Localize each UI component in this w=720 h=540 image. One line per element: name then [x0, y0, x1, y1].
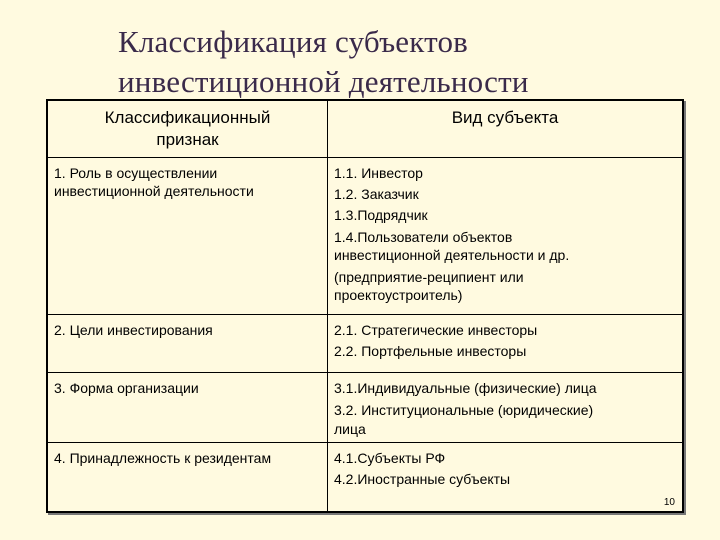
criterion-cell	[48, 315, 328, 373]
criterion-line: 3. Форма организации	[54, 380, 199, 396]
subject-type-item: 1.1. Инвестор	[334, 165, 423, 181]
subject-type-item: 4.1.Субъекты РФ	[334, 450, 446, 466]
subject-type-item: лица	[334, 421, 366, 437]
criterion-line: инвестиционной деятельности	[54, 183, 254, 199]
header-subject-type-label: Вид субъекта	[451, 108, 559, 127]
slide-title	[118, 22, 529, 102]
subject-type-item: 3.2. Институциональные (юридические)	[334, 402, 594, 418]
subject-type-item: 1.4.Пользователи объектов	[334, 229, 513, 245]
subject-type-item: 4.2.Иностранные субъекты	[334, 471, 511, 487]
subject-types-cell	[328, 373, 683, 443]
criterion-line: 4. Принадлежность к резидентам	[54, 450, 272, 466]
header-criterion-line-1: Классификационный	[104, 108, 271, 127]
table	[47, 100, 683, 512]
slide-title-line-2: инвестиционной деятельности	[118, 64, 529, 99]
subject-types-cell	[328, 443, 683, 512]
subject-type-item: проектоустроитель)	[334, 287, 463, 303]
subject-type-item: 1.3.Подрядчик	[334, 207, 428, 223]
subject-type-item: 2.2. Портфельные инвесторы	[334, 343, 527, 359]
subject-types-cell	[328, 315, 683, 373]
subject-type-item: инвестиционной деятельности и др.	[334, 247, 570, 263]
subject-type-item: 2.1. Стратегические инвесторы	[334, 322, 538, 338]
header-criterion	[48, 101, 328, 158]
criterion-line: 2. Цели инвестирования	[54, 322, 213, 338]
header-subject-type	[328, 101, 683, 158]
table-row	[48, 373, 683, 443]
header-criterion-line-2: признак	[156, 130, 219, 149]
table-row	[48, 443, 683, 512]
table-row	[48, 158, 683, 315]
table-row	[48, 315, 683, 373]
classification-table	[46, 99, 684, 513]
criterion-cell	[48, 158, 328, 315]
subject-type-item: 1.2. Заказчик	[334, 186, 419, 202]
subject-types-cell	[328, 158, 683, 315]
subject-type-item: (предприятие-реципиент или	[334, 269, 524, 285]
criterion-cell	[48, 443, 328, 512]
criterion-line: 1. Роль в осуществлении	[54, 165, 218, 181]
subject-type-item: 3.1.Индивидуальные (физические) лица	[334, 380, 597, 396]
slide-title-line-1: Классификация субъектов	[118, 24, 468, 59]
table-header-row	[48, 101, 683, 158]
criterion-cell	[48, 373, 328, 443]
page-number: 10	[663, 497, 675, 508]
